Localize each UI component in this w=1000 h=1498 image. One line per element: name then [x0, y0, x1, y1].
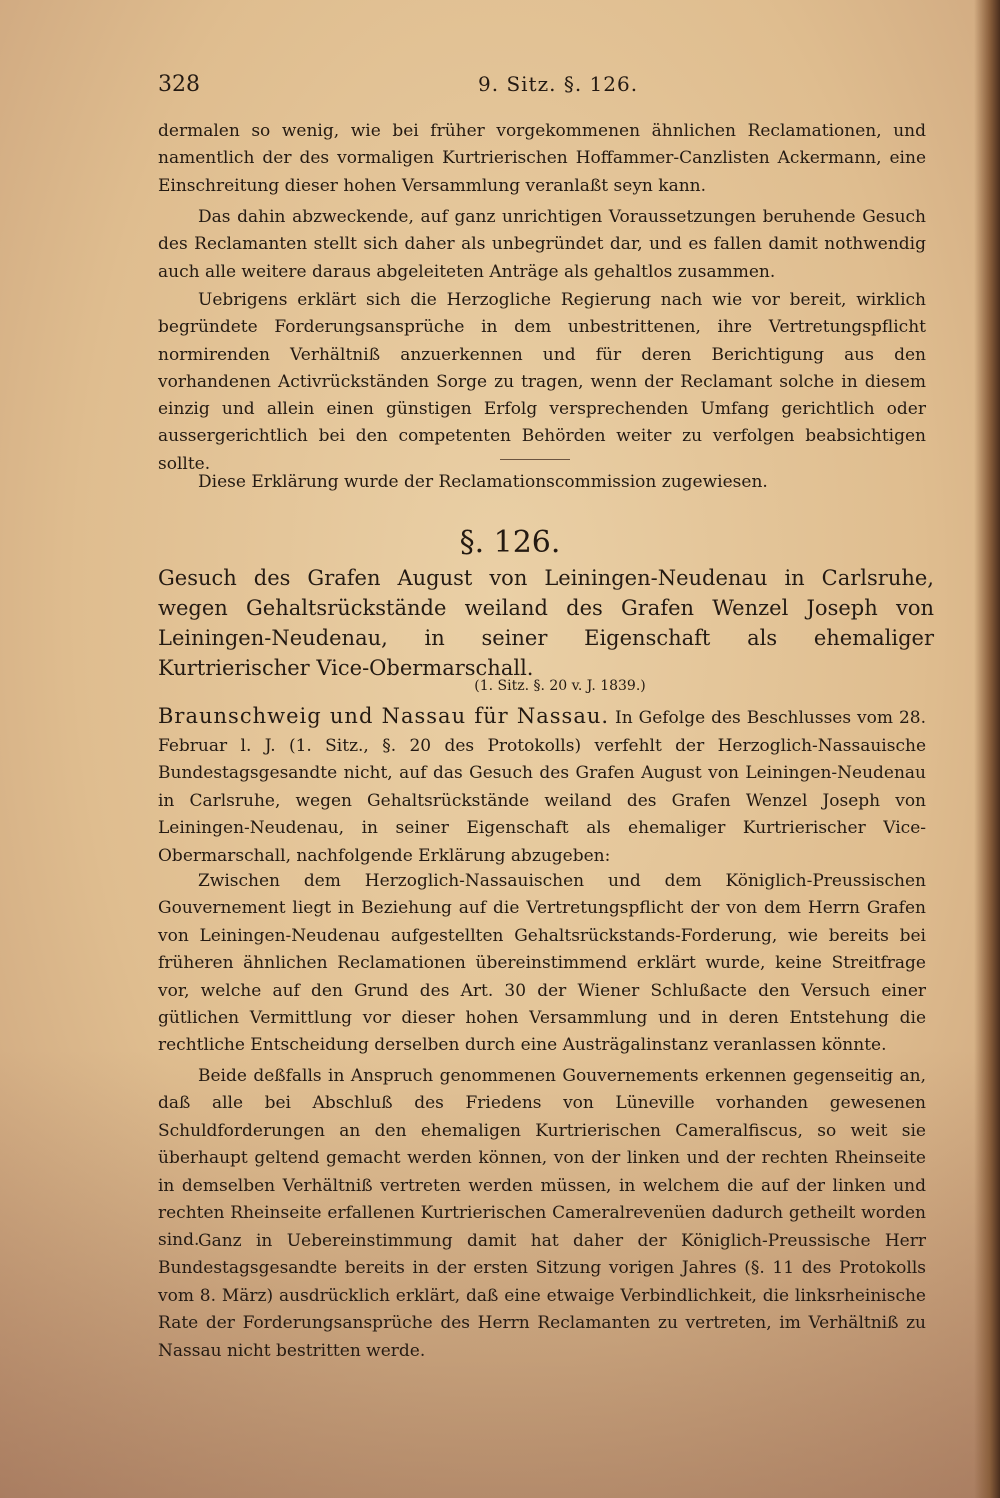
page-number: 328 — [158, 72, 200, 97]
paragraph: Zwischen dem Herzoglich-Nassauischen und dem Königlich-Preussischen Gouvernement liegt in Beziehung auf die Vertretungspflicht der von dem Herrn Grafen von Leiningen-Neudenau aufgestellten Gehaltsrückstands-Forderung, wie bereits bei früheren ähnlichen Reclamationen übereinstimmend erklärt wurde, keine Streitfrage vor, welche auf den Grund des Art. 30 der Wiener Schlußacte den Versuch einer gütlichen Vermittlung vor dieser hohen Versammlung und in deren Entstehung die rechtliche Entscheidung derselben durch eine Austrägalinstanz veranlassen könnte. — [158, 871, 926, 1056]
speaker-heading: Braunschweig und Nassau für Nassau. — [158, 704, 610, 728]
paragraph: Ganz in Uebereinstimmung damit hat daher der Königlich-Preussische Herr Bundestagsgesandte bereits in der ersten Sitzung vorigen Jahres (§. 11 des Protokolls vom 8. März) ausdrücklich erklärt, daß eine etwaige Verbindlichkeit, die linksrheinische Rate der Forderungsansprüche des Herrn Reclamanten zu vertreten, im Verhältniß zu Nassau nicht bestritten werde. — [158, 1231, 926, 1361]
lead-paragraph — [158, 703, 926, 871]
paragraph: Uebrigens erklärt sich die Herzogliche Regierung nach wie vor bereit, wirklich begründete Forderungsansprüche in dem unbestrittenen, ihre Vertretungspflicht normirenden Verhältniß anzuerkennen und für deren Berichtigung aus den vorhandenen Activrückständen Sorge zu tragen, wenn der Reclamant solche in diesem einzig und allein einen günstigen Erfolg versprechenden Umfang gerichtlich oder aussergerichtlich bei den competenten Behörden weiter zu verfolgen beabsichtigen sollte. — [158, 290, 926, 474]
page-edge-shadow — [974, 0, 1000, 1498]
separator-rule — [500, 459, 570, 460]
lead-text: In Gefolge des Beschlusses vom 28. Februar l. J. (1. Sitz., §. 20 des Protokolls) verfehlt der Herzoglich-Nassauische Bundestagsgesandte nicht, auf das Gesuch des Grafen August von Leiningen-Neudenau in Carlsruhe, wegen Gehaltsrückstände weiland des Grafen Wenzel Joseph von Leiningen-Neudenau, in seiner Eigenschaft als ehemaliger Kurtrierischer Vice-Obermarschall, nachfolgende Erklärung abzugeben: — [158, 708, 926, 866]
running-header — [158, 72, 930, 102]
section-reference: (1. Sitz. §. 20 v. J. 1839.) — [474, 678, 646, 694]
paragraph: Beide deßfalls in Anspruch genommenen Gouvernements erkennen gegenseitig an, daß alle bei Abschluß des Friedens von Lüneville vorhanden gewesenen Schuldforderungen an den ehemaligen Kurtrierischen Cameralfiscus, so weit sie überhaupt geltend gemacht werden können, von der linken und der rechten Rheinseite in demselben Verhältniß vertreten werden müssen, in welchem die auf der linken und rechten Rheinseite erfallenen Kurtrierischen Cameralrevenüen dadurch getheilt worden sind. — [158, 1066, 926, 1251]
paragraph-continuation: dermalen so wenig, wie bei früher vorgekommenen ähnlichen Reclamationen, und namentlich der des vormaligen Kurtrierischen Hoffammer-Canzlisten Ackermann, eine Einschreitung dieser hohen Versammlung veranlaßt seyn kann. — [158, 121, 926, 196]
section-title: Gesuch des Grafen August von Leiningen-Neudenau in Carlsruhe, wegen Gehaltsrückstände weiland des Grafen Wenzel Joseph von Leiningen-Neudenau, in seiner Eigenschaft als ehemaliger Kurtrierischer Vice-Obermarschall. — [158, 566, 934, 680]
section-number: §. 126. — [459, 525, 561, 560]
running-head: 9. Sitz. §. 126. — [478, 72, 639, 96]
paragraph: Das dahin abzweckende, auf ganz unrichtigen Voraussetzungen beruhende Gesuch des Reclamanten stellt sich daher als unbegründet dar, und es fallen damit nothwendig auch alle weitere daraus abgeleiteten Anträge als gehaltlos zusammen. — [158, 207, 926, 282]
paragraph-referral: Diese Erklärung wurde der Reclamationscommission zugewiesen. — [198, 472, 768, 492]
